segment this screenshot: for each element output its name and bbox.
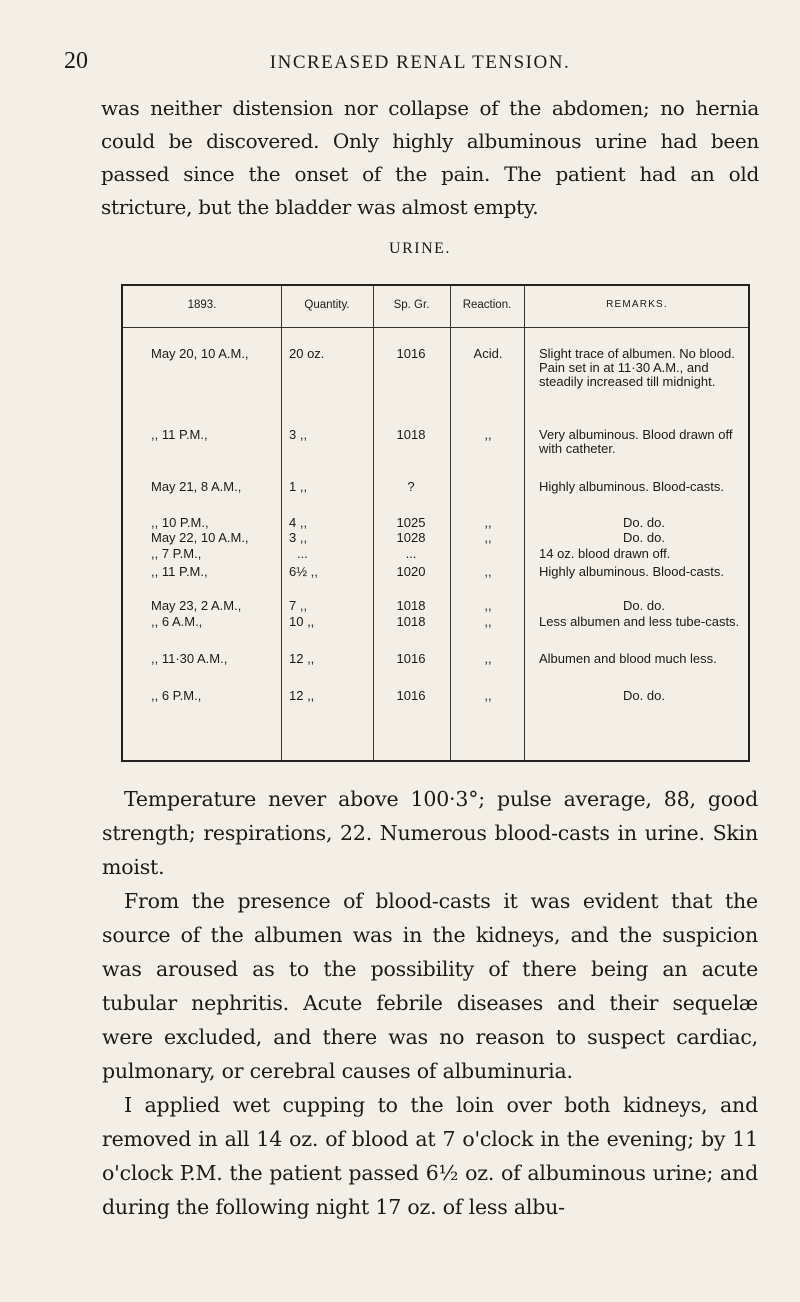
cell-quantity: 6½ ,, [289, 564, 318, 579]
header-remarks: REMARKS. [606, 299, 668, 310]
cell-reaction: ,, [484, 427, 492, 442]
cell-quantity: 4 ,, [289, 515, 308, 530]
cell-sp-gr: 1016 [396, 346, 426, 361]
header-reaction: Reaction. [462, 299, 512, 311]
cell-sp-gr: 1018 [396, 598, 426, 613]
cell-quantity: 20 oz. [289, 346, 325, 361]
cell-remarks: Albumen and blood much less. [539, 651, 717, 666]
body-text [102, 782, 758, 1224]
cell-remarks: Highly albuminous. Blood-casts. [539, 564, 724, 579]
column-divider [373, 286, 374, 760]
cell-remarks: Less albumen and less tube-casts. [539, 614, 740, 629]
paragraph: From the presence of blood-casts it was evident that the source of the albumen was in the kidneys, and the suspicion was aroused as to the possibility of there being an acute tubular nephritis. Acute febrile diseases and their sequelæ were excluded, and there was no reason to suspect cardiac, pulmonary, or cerebral causes of albuminuria. [102, 889, 758, 1083]
cell-date: May 21, 8 A.M., [151, 479, 242, 494]
header-divider [123, 327, 748, 328]
intro-paragraph: was neither distension nor collapse of the abdomen; no hernia could be discovered. Only highly albuminous urine had been passed since the onset of the pain. The patient had an old stricture, but the bladder was almost empty. [101, 96, 759, 219]
cell-remarks: Highly albuminous. Blood-casts. [539, 479, 724, 494]
cell-reaction: ,, [484, 614, 492, 629]
cell-sp-gr: 1018 [396, 614, 426, 629]
column-divider [450, 286, 451, 760]
cell-reaction: ,, [484, 515, 492, 530]
cell-quantity: ... [297, 546, 308, 561]
cell-reaction: ,, [484, 564, 492, 579]
paragraph: I applied wet cupping to the loin over both kidneys, and removed in all 14 oz. of blood at 7 o'clock in the evening; by 11 o'clock P.M. the patient passed 6½ oz. of albuminous urine; and during the following night 17 oz. of less albu- [102, 1093, 758, 1219]
cell-remarks: Do. do. [623, 530, 665, 545]
cell-quantity: 12 ,, [289, 688, 315, 703]
cell-remarks: Do. do. [623, 688, 665, 703]
page-number: 20 [64, 48, 88, 74]
cell-remarks: 14 oz. blood drawn off. [539, 546, 671, 561]
cell-reaction: ,, [484, 530, 492, 545]
header-quantity: Quantity. [304, 299, 350, 311]
cell-remarks: Do. do. [623, 515, 665, 530]
cell-sp-gr: 1025 [396, 515, 426, 530]
urine-table [121, 284, 750, 762]
cell-sp-gr: ? [407, 479, 415, 494]
cell-sp-gr: 1020 [396, 564, 426, 579]
cell-remarks: Slight trace of albumen. No blood. Pain set in at 11·30 A.M., and steadily increased till midnight. [539, 346, 735, 389]
cell-date: ,, 6 A.M., [151, 614, 203, 629]
cell-reaction: ,, [484, 651, 492, 666]
table-caption: URINE. [389, 240, 451, 257]
cell-quantity: 3 ,, [289, 530, 308, 545]
cell-remarks: Very albuminous. Blood drawn off with catheter. [539, 427, 733, 456]
cell-sp-gr: 1016 [396, 688, 426, 703]
cell-reaction: ,, [484, 598, 492, 613]
cell-reaction: Acid. [473, 346, 503, 361]
cell-sp-gr: 1028 [396, 530, 426, 545]
cell-date: ,, 11·30 A.M., [151, 651, 228, 666]
cell-date: ,, 11 P.M., [151, 564, 208, 579]
cell-quantity: 1 ,, [289, 479, 308, 494]
cell-sp-gr: 1018 [396, 427, 426, 442]
running-head: INCREASED RENAL TENSION. [269, 52, 571, 73]
cell-date: ,, 7 P.M., [151, 546, 202, 561]
cell-sp-gr: 1016 [396, 651, 426, 666]
cell-quantity: 7 ,, [289, 598, 308, 613]
cell-remarks: Do. do. [623, 598, 665, 613]
cell-reaction: ,, [484, 688, 492, 703]
cell-quantity: 10 ,, [289, 614, 315, 629]
cell-sp-gr: ... [405, 546, 417, 561]
header-date: 1893. [187, 299, 217, 311]
header-sp-gr: Sp. Gr. [393, 299, 430, 311]
cell-date: May 22, 10 A.M., [151, 530, 249, 545]
cell-date: ,, 6 P.M., [151, 688, 202, 703]
cell-quantity: 12 ,, [289, 651, 315, 666]
paragraph: Temperature never above 100·3°; pulse average, 88, good strength; respirations, 22. Numerous blood-casts in urine. Skin moist. [102, 787, 758, 879]
cell-date: May 23, 2 A.M., [151, 598, 242, 613]
cell-date: ,, 10 P.M., [151, 515, 209, 530]
cell-date: May 20, 10 A.M., [151, 346, 249, 361]
cell-date: ,, 11 P.M., [151, 427, 208, 442]
column-divider [524, 286, 525, 760]
cell-quantity: 3 ,, [289, 427, 308, 442]
